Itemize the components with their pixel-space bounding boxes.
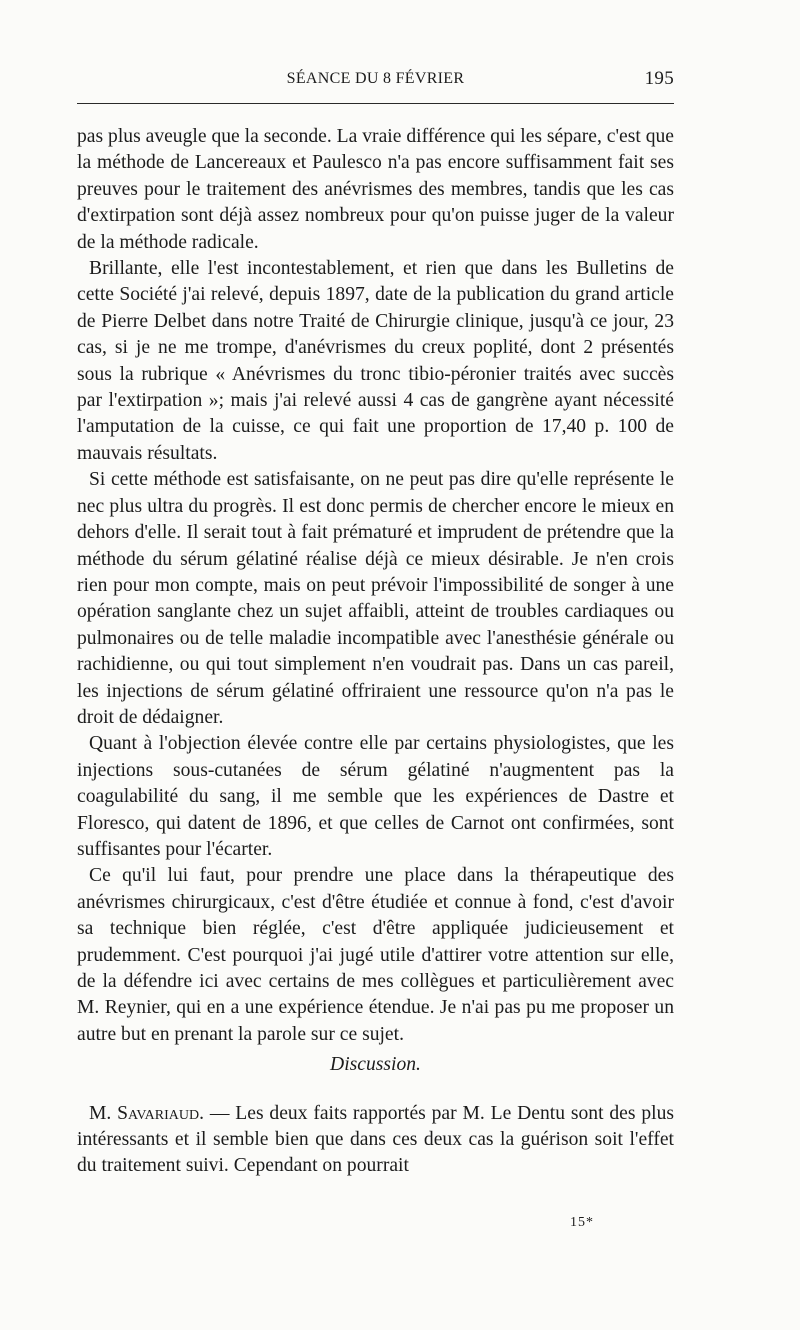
paragraph-2: Brillante, elle l'est incontestablement, et rien que dans les Bulletins de cette Société j'ai relevé, depuis 1897, date de la publication du grand article de Pierre Delbet dans notre Traité de Chirurgie clinique, jusqu'à ce jour, 23 cas, si je ne me trompe, d'anévrismes du creux poplité, dont 2 présentés sous la rubrique « Anévrismes du tronc tibio-péronier traités avec succès par l'extirpation »; mais j'ai relevé aussi 4 cas de gangrène ayant nécessité l'amputation de la cuisse, ce qui fait une proportion de 17,40 p. 100 de mauvais résultats. (77, 258, 674, 464)
running-head-title: SÉANCE DU 8 FÉVRIER (286, 70, 465, 87)
paragraph-1: pas plus aveugle que la seconde. La vraie différence qui les sépare, c'est que la méthode de Lancereaux et Paulesco n'a pas encore suffisamment fait ses preuves pour le traitement des anévrismes des membres, tandis que les cas d'extirpation sont déjà assez nombreux pour qu'on puisse juger de la valeur de la méthode radicale. (77, 126, 674, 253)
paragraph-4: Quant à l'objection élevée contre elle par certains physiologistes, que les injections sous-cutanées de sérum gélatiné n'augmentent pas la coagulabilité du sang, il me semble que les expériences de Dastre et Floresco, qui datent de 1896, et que celles de Carnot ont confirmées, sont suffisantes pour l'écarter. (77, 733, 674, 860)
discussion-text: — Les deux faits rapportés par M. Le Dentu sont des plus intéressants et il semble bien que dans ces deux cas la guérison soit l'effet du traitement suivi. Cependant on pourrait (77, 1102, 674, 1177)
paragraph-3: Si cette méthode est satisfaisante, on ne peut pas dire qu'elle représente le nec plus ultra du progrès. Il est donc permis de chercher encore le mieux en dehors d'elle. Il serait tout à fait prématuré et imprudent de prétendre que la méthode du sérum gélatiné réalise déjà ce mieux désirable. Je n'en crois rien pour mon compte, mais on peut prévoir l'impossibilité de songer à une opération sanglante chez un sujet affaibli, atteint de troubles cardiaques ou pulmonaires ou de telle maladie incompatible avec l'anesthésie générale ou rachidienne, ou qui tout simplement n'en voudrait pas. Dans un cas pareil, les injections de sérum gélatiné offriraient une ressource qu'on n'a pas le droit de dédaigner. (77, 469, 674, 728)
body-text (77, 124, 674, 1180)
running-head (77, 70, 674, 94)
page-number: 195 (644, 68, 674, 89)
header-rule (77, 103, 674, 104)
speaker-name: M. Savariaud. (89, 1102, 205, 1124)
section-title: Discussion. (330, 1054, 421, 1076)
paragraph-5: Ce qu'il lui faut, pour prendre une place dans la thérapeutique des anévrismes chirurgicaux, c'est d'être étudiée et connue à fond, c'est d'avoir sa technique bien réglée, c'est d'être appliquée judicieusement et prudemment. C'est pourquoi j'ai jugé utile d'attirer votre attention sur elle, de la défendre ici avec certains de mes collègues et particulièrement avec M. Reynier, qui en a une expérience étendue. Je n'ai pas pu me proposer un autre but en prenant la parole sur ce sujet. (77, 865, 674, 1045)
discussion-paragraph (77, 1101, 674, 1180)
signature-mark: 15* (570, 1215, 594, 1230)
